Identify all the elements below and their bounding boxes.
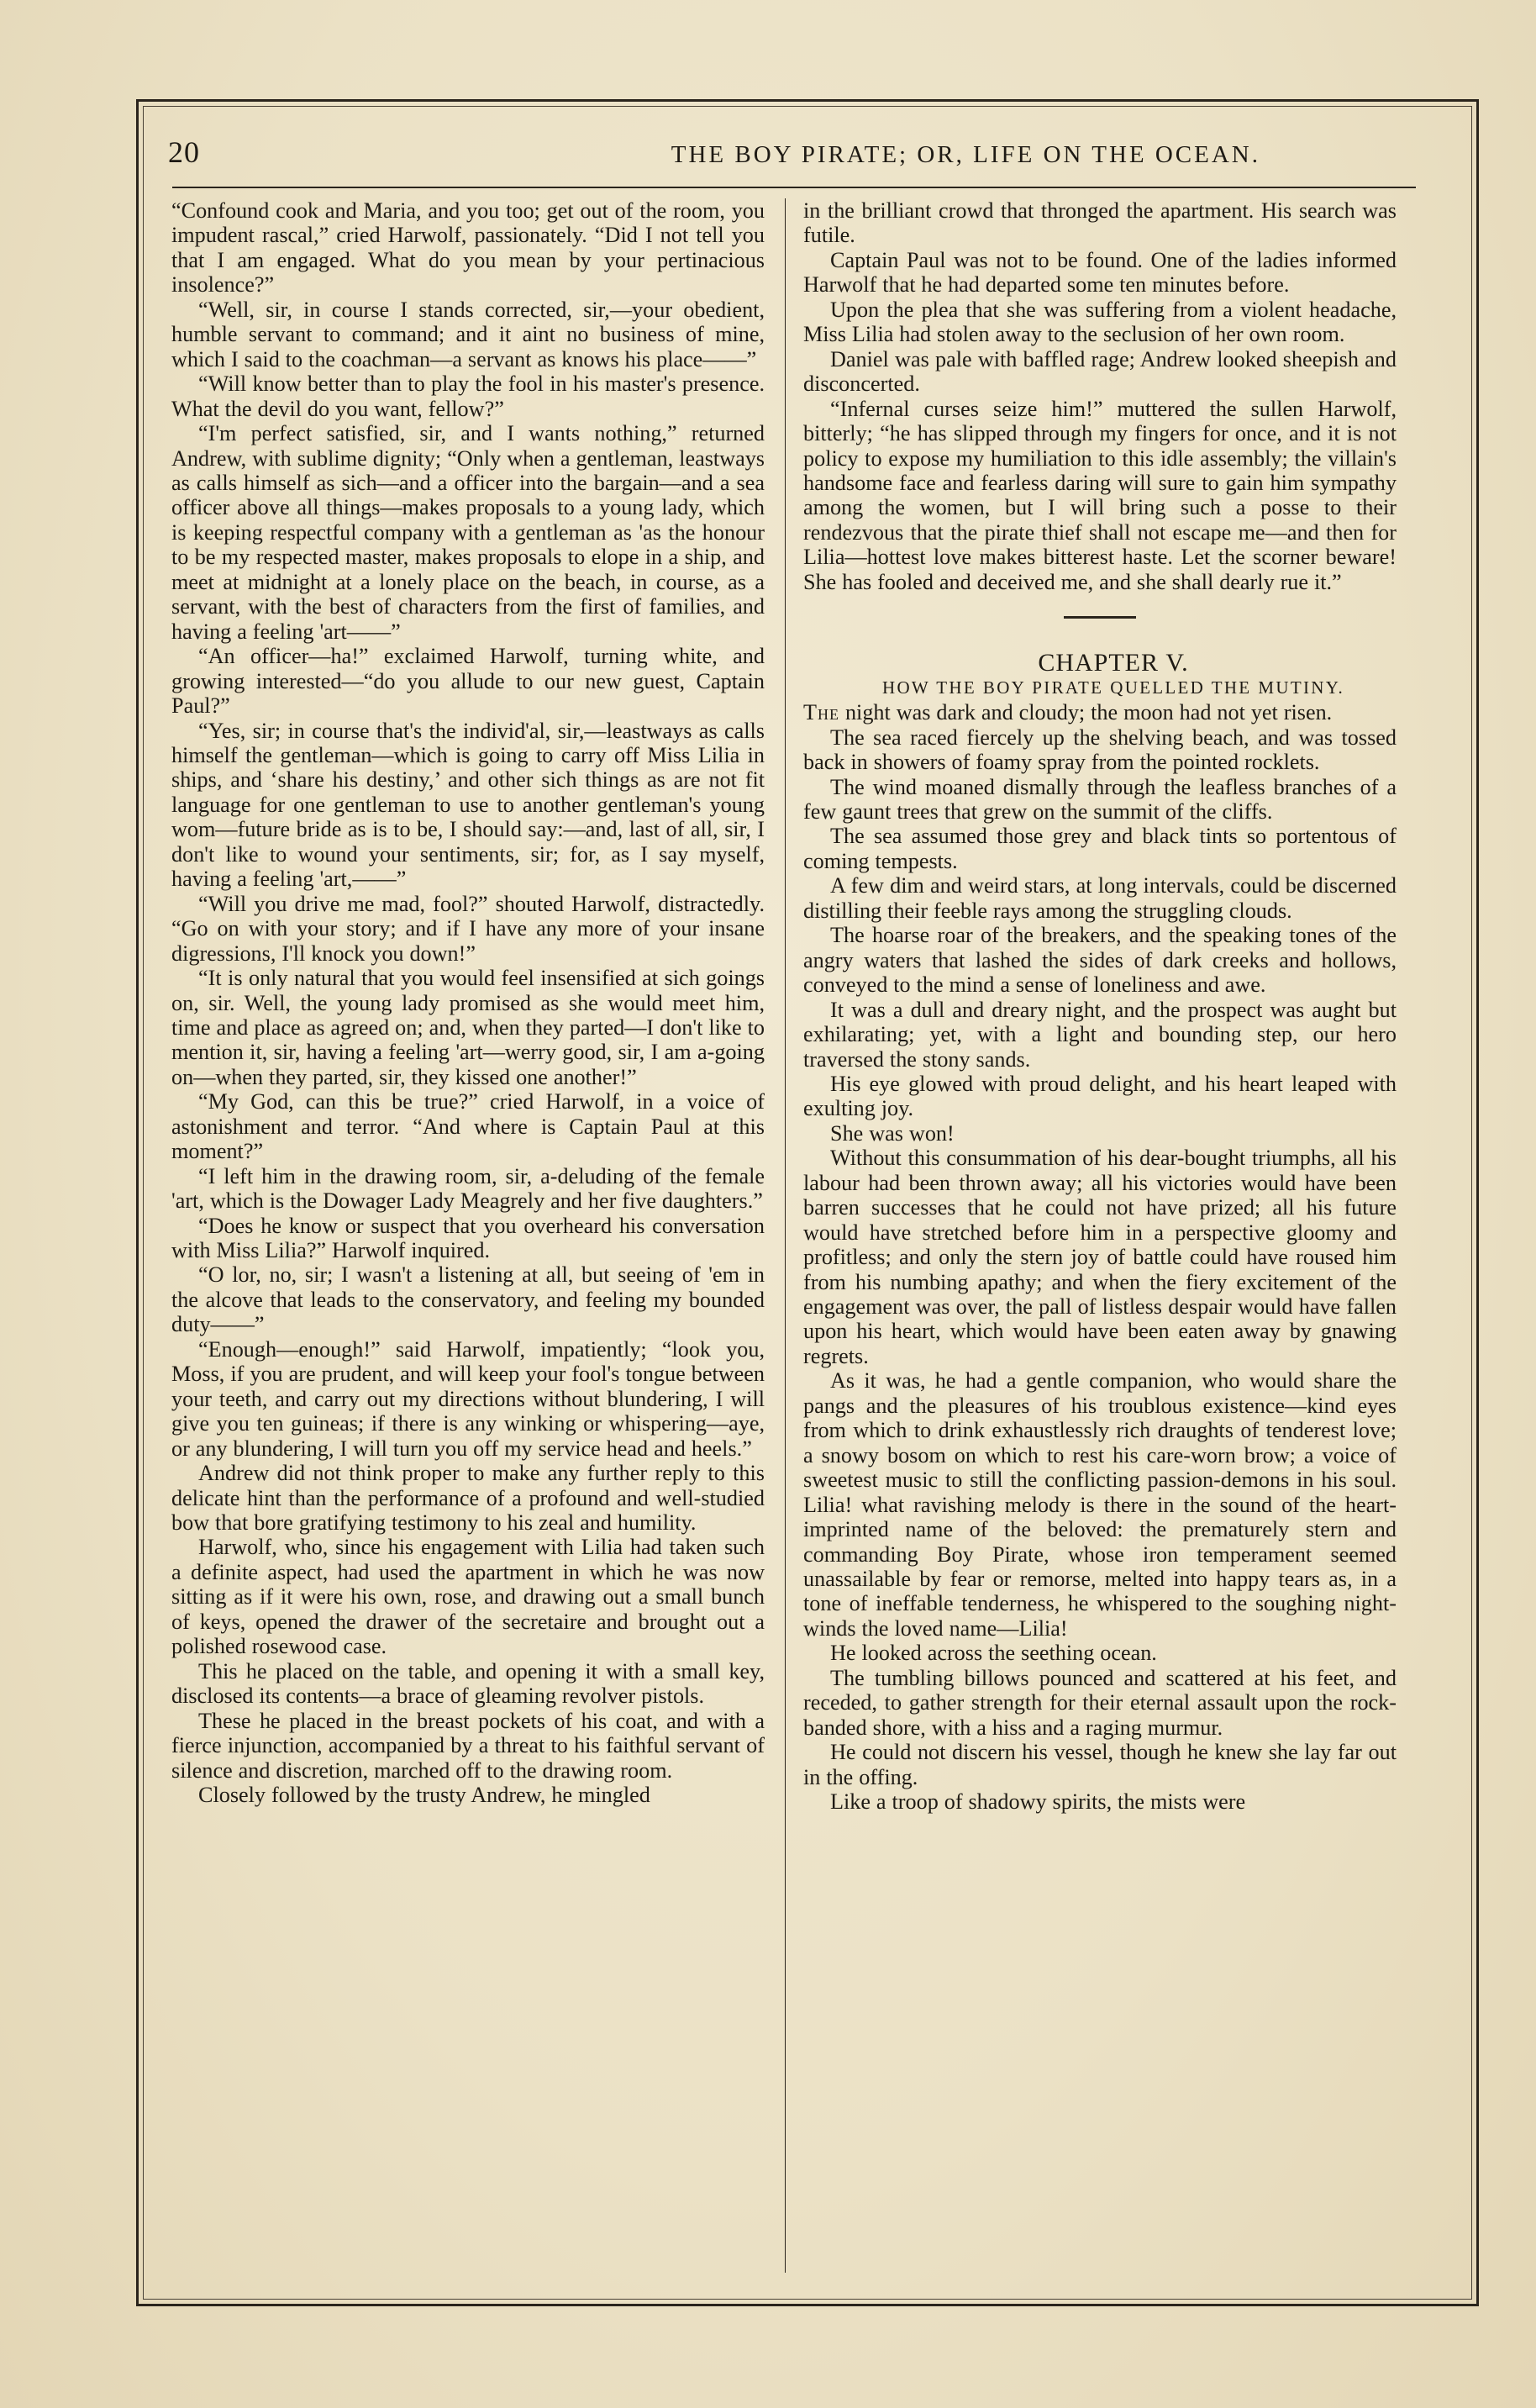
paragraph: Harwolf, who, since his engagement with Lilia had taken such a definite aspect, had used the apartment in which he was now sitting as if it were his own, rose, and drawing out a small bunch of keys, opened the drawer of the secretaire and brought out a polished rosewood case. <box>171 1535 765 1659</box>
paragraph: Closely followed by the trusty Andrew, he mingled <box>198 1783 650 1807</box>
left-column <box>171 198 765 2274</box>
paragraph: “Will you drive me mad, fool?” shouted Harwolf, distractedly. “Go on with your story; and if I have any more of your insane digressions, I'll knock you down!” <box>171 891 765 966</box>
paragraph: This he placed on the table, and opening it with a small key, disclosed its contents—a brace of gleaming revolver pistols. <box>171 1658 765 1709</box>
section-separator <box>1064 616 1136 619</box>
paragraph: “An officer—ha!” exclaimed Harwolf, turning white, and growing interested—“do you allude to our new guest, Captain Paul?” <box>171 644 765 719</box>
header-rule <box>172 187 1416 188</box>
paragraph: “Well, sir, in course I stands corrected, sir,—your obedient, humble servant to command; and it aint no business of mine, which I said to the coachman—a servant as knows his place——” <box>171 297 765 371</box>
running-title: THE BOY PIRATE; OR, LIFE ON THE OCEAN. <box>671 141 1260 168</box>
paragraph: Without this consummation of his dear-bought triumphs, all his labour had been thrown away; all his victories would have been barren successes that he could not have prized; all his future would have stretched before him in a perspective gloomy and profitless; and only the stern joy of battle could have roused him from his numbing apathy; and when the fiery excitement of the engagement was over, the pall of listless despair would have fallen upon his heart, which would have been eaten away by gnawing regrets. <box>803 1146 1397 1368</box>
chapter-subtitle: HOW THE BOY PIRATE QUELLED THE MUTINY. <box>881 677 1345 698</box>
paragraph: The hoarse roar of the breakers, and the speaking tones of the angry waters that lashed the sides of dark creeks and hollows, conveyed to the mind a sense of loneliness and awe. <box>803 923 1397 998</box>
paragraph: As it was, he had a gentle companion, who would share the pangs and the pleasures of his troublous existence—kind eyes from which to drink exhaustlessly rich draughts of tenderest love; a snowy bosom on which to rest his care-worn brow; a voice of sweetest music to still the conflicting passion-demons in his soul. Lilia! what ravishing melody is there in the sound of the heart-imprinted name of the beloved: the prematurely stern and commanding Boy Pirate, whose iron temperament seemed unassailable by fear or remorse, melted into happy tears as, in a tone of ineffable tenderness, he whispered to the soughing night-winds the loved name—Lilia! <box>803 1368 1397 1641</box>
paragraph: in the brilliant crowd that thronged the apartment. His search was futile. <box>803 198 1397 248</box>
paragraph: “It is only natural that you would feel insensified at sich goings on, sir. Well, the young lady promised as she would meet him, time and place as agreed on; and, when they parted—I don't like to mention it, sir, having a feeling 'art—werry good, sir, I am a-going on—when they parted, sir, they kissed one another!” <box>171 966 765 1089</box>
paragraph: He looked across the seething ocean. <box>830 1641 1157 1666</box>
paragraph: Captain Paul was not to be found. One of the ladies informed Harwolf that he had departed some ten minutes before. <box>803 247 1397 298</box>
opening-text: night was dark and cloudy; the moon had not yet risen. <box>839 700 1333 725</box>
paragraph: She was won! <box>830 1120 955 1146</box>
column-divider <box>785 198 786 2273</box>
page-number: 20 <box>168 135 200 169</box>
paragraph: Andrew did not think proper to make any further reply to this delicate hint than the performance of a profound and well-studied bow that bore gratifying testimony to his zeal and humility. <box>171 1461 765 1536</box>
page-header <box>168 134 1454 177</box>
paragraph: Like a troop of shadowy spirits, the mists were <box>830 1789 1246 1815</box>
chapter-title: CHAPTER V. <box>1038 649 1189 677</box>
paragraph: The wind moaned dismally through the leafless branches of a few gaunt trees that grew on the summit of the cliffs. <box>803 774 1397 824</box>
paragraph: “Infernal curses seize him!” muttered the sullen Harwolf, bitterly; “he has slipped through my fingers for once, and it is not policy to expose my humiliation to this idle assembly; the villain's handsome face and fearless daring will sure to gain him sympathy among the women, but I will bring such a posse to their rendezvous that the pirate thief shall not escape me—and then for Lilia—hottest love makes bitterest haste. Let the scorner beware! She has fooled and deceived me, and she shall dearly rue it.” <box>803 396 1397 594</box>
paragraph: “Does he know or suspect that you overheard his conversation with Miss Lilia?” Harwolf inquired. <box>171 1213 765 1263</box>
opening-word: The <box>803 700 839 725</box>
paragraph: “I left him in the drawing room, sir, a-deluding of the female 'art, which is the Dowager Lady Meagrely and her five daughters.” <box>171 1163 765 1214</box>
paragraph: He could not discern his vessel, though he knew she lay far out in the offing. <box>803 1740 1397 1789</box>
paragraph: A few dim and weird stars, at long intervals, could be discerned distilling their feeble rays among the struggling clouds. <box>803 873 1397 923</box>
paragraph: “O lor, no, sir; I wasn't a listening at all, but seeing of 'em in the alcove that leads to the conservatory, and feeling my bounded duty——” <box>171 1262 765 1337</box>
paragraph: The sea raced fiercely up the shelving beach, and was tossed back in showers of foamy spray from the pointed rocklets. <box>803 725 1397 775</box>
paragraph: His eye glowed with proud delight, and his heart leaped with exulting joy. <box>803 1071 1397 1121</box>
paragraph: Daniel was pale with baffled rage; Andrew looked sheepish and disconcerted. <box>803 346 1397 397</box>
paragraph: “Yes, sir; in course that's the individ'al, sir,—leastways as calls himself the gentleman—which is going to carry off Miss Lilia in ships, and ‘share his destiny,’ and other sich things as are not fit language for one gentleman to use to another gentleman's young wom—future bride as is to be, I should say:—and, last of all, sir, I don't like to wound your sentiments, sir; for, as I say myself, having a feeling 'art,——” <box>171 718 765 892</box>
chapter-first-paragraph <box>803 700 1397 725</box>
paragraph: It was a dull and dreary night, and the prospect was aught but exhilarating; yet, with a light and bounding step, our hero traversed the stony sands. <box>803 997 1397 1072</box>
paragraph: “Enough—enough!” said Harwolf, impatiently; “look you, Moss, if you are prudent, and will keep your fool's tongue between your teeth, and carry out my directions without blundering, I will give you ten guineas; if there is any winking or whispering—aye, or any blundering, I will turn you off my service head and heels.” <box>171 1336 765 1461</box>
paragraph: These he placed in the breast pockets of his coat, and with a fierce injunction, accompanied by a threat to his faithful servant of silence and discretion, marched off to the drawing room. <box>171 1708 765 1783</box>
right-column <box>803 198 1397 2274</box>
paragraph: The sea assumed those grey and black tints so portentous of coming tempests. <box>803 824 1397 873</box>
paragraph: “My God, can this be true?” cried Harwolf, in a voice of astonishment and terror. “And where is Captain Paul at this moment?” <box>171 1089 765 1164</box>
paragraph: “Will know better than to play the fool in his master's presence. What the devil do you want, fellow?” <box>171 371 765 421</box>
paragraph: The tumbling billows pounced and scattered at his feet, and receded, to gather strength for their eternal assault upon the rock-banded shore, with a hiss and a raging murmur. <box>803 1665 1397 1740</box>
paragraph: Upon the plea that she was suffering from a violent headache, Miss Lilia had stolen away to the seclusion of her own room. <box>803 297 1397 347</box>
paragraph: “Confound cook and Maria, and you too; get out of the room, you impudent rascal,” cried Harwolf, passionately. “Did I not tell you that I am engaged. What do you mean by your pertinacious insolence?” <box>171 198 765 298</box>
paragraph: “I'm perfect satisfied, sir, and I wants nothing,” returned Andrew, with sublime dignity; “Only when a gentleman, leastways as calls himself as sich—and a officer into the bargain—and a sea officer above all things—makes proposals to a young lady, which is keeping respectful company with a gentleman as 'as the honour to be my respected master, makes proposals to elope in a ship, and meet at midnight at a lonely place on the beach, in course, as a servant, with the best of characters from the first of families, and having a feeling 'art——” <box>171 421 765 644</box>
